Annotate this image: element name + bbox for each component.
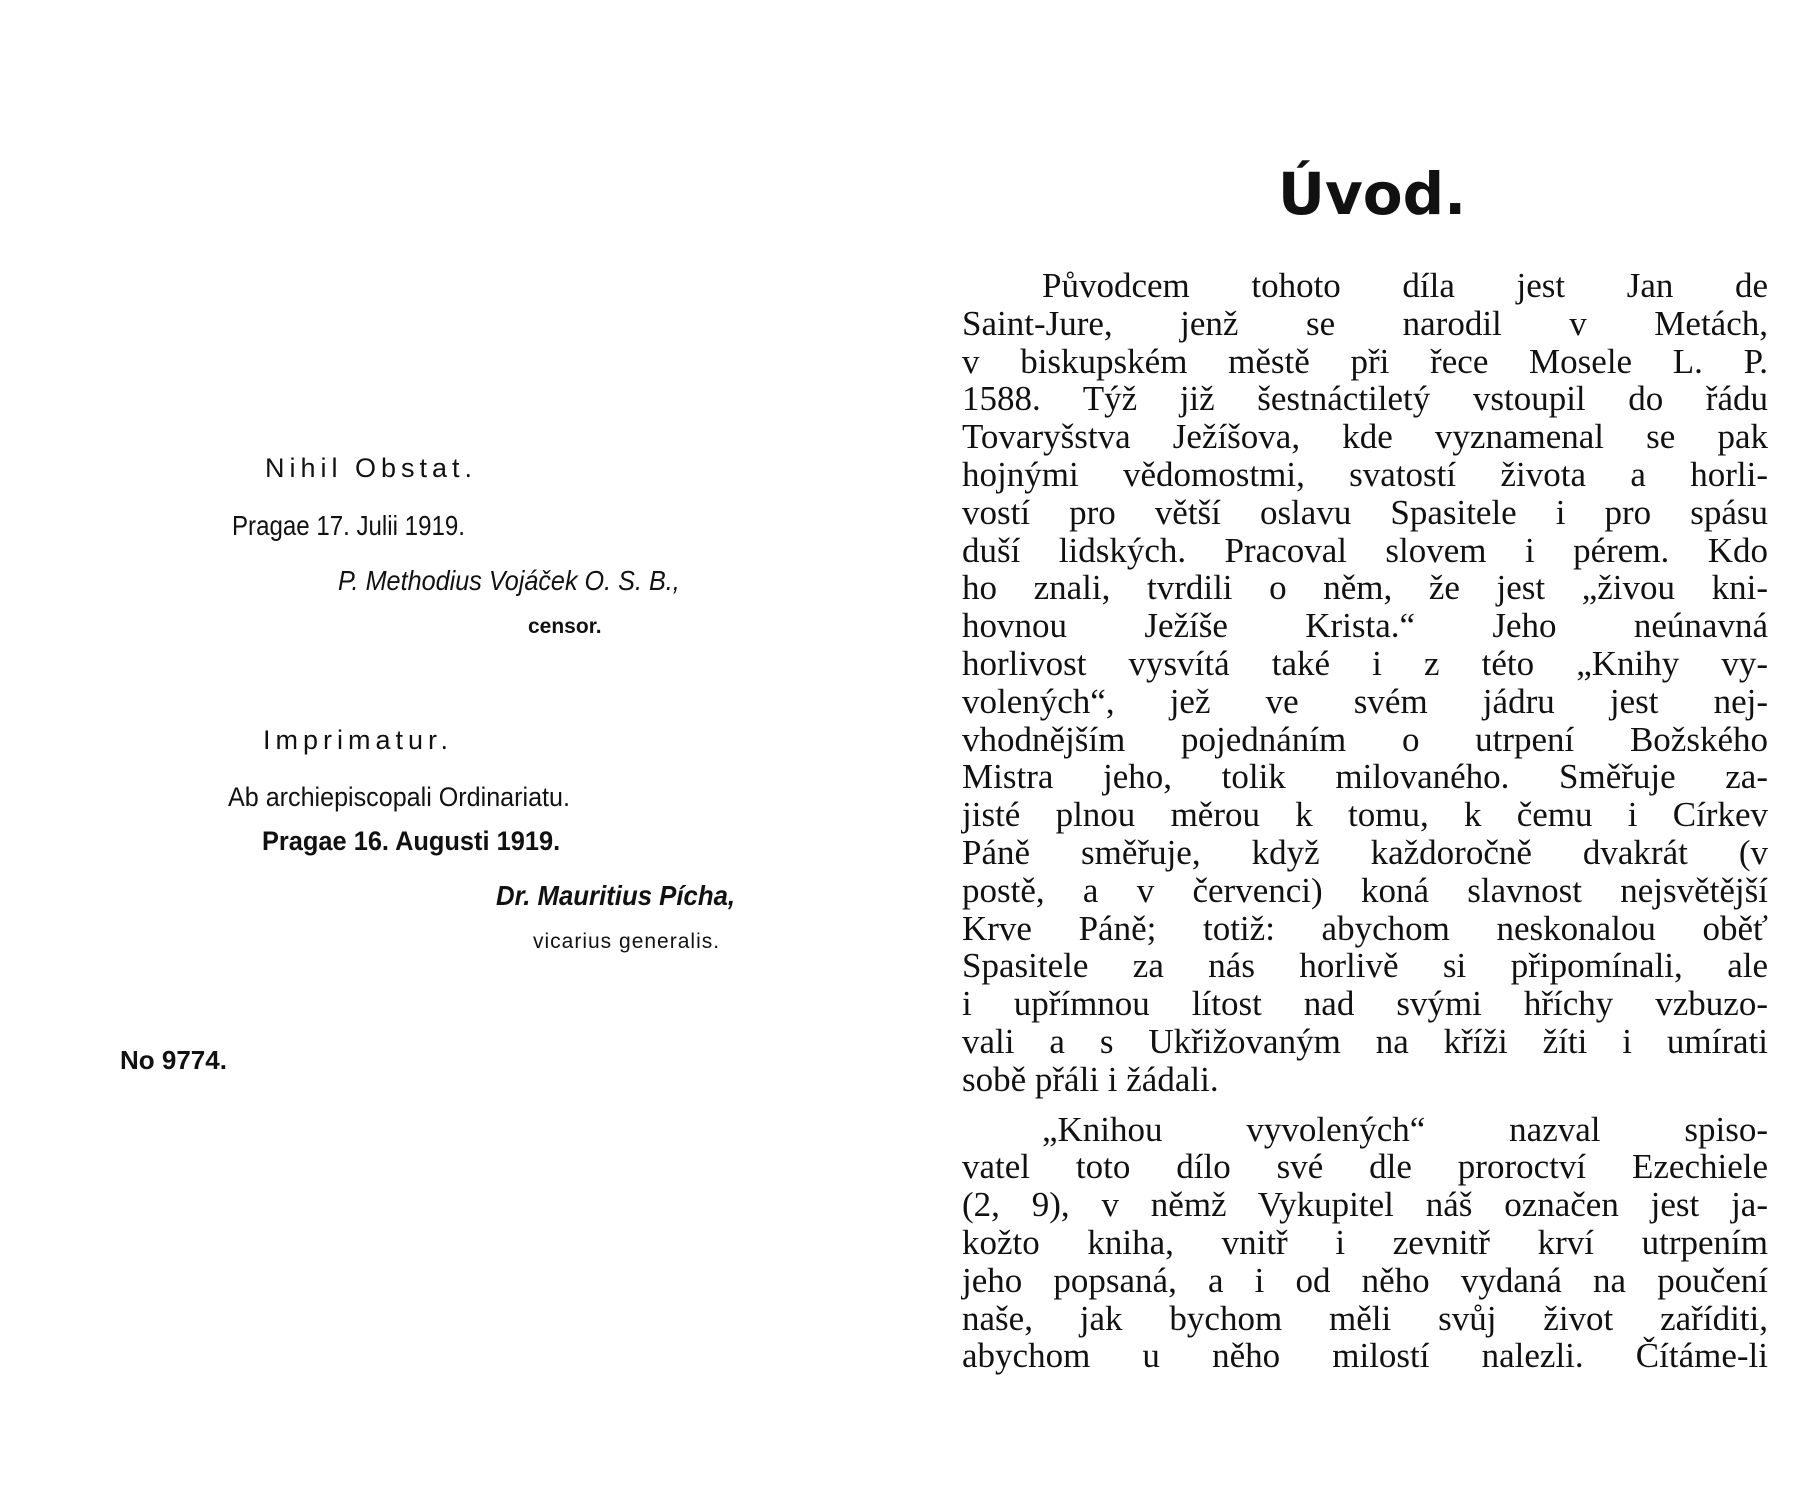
text-line: volených“, jež ve svém jádru jest nej-	[962, 681, 1768, 721]
text-line: Krve Páně; totiž: abychom neskonalou oběť	[962, 908, 1768, 948]
text-line: duší lidských. Pracoval slovem i pérem. Kdo	[962, 530, 1768, 570]
paragraph-2	[962, 1111, 1768, 1376]
nihil-obstat-heading: Nihil Obstat.	[265, 453, 478, 483]
vicar-name: Dr. Mauritius Pícha,	[496, 880, 736, 911]
ordinariate-line: Ab archiepiscopali Ordinariatu.	[228, 782, 570, 812]
text-line: Saint-Jure, jenž se narodil v Metách,	[962, 303, 1768, 343]
vicar-title: vicarius generalis.	[533, 930, 721, 953]
text-line: ho znali, tvrdili o něm, že jest „živou kni-	[962, 568, 1768, 608]
text-line: jeho popsaná, a i od něho vydaná na poučení	[962, 1260, 1768, 1300]
text-line: vali a s Ukřižovaným na kříži žíti i umírati	[962, 1021, 1768, 1061]
text-line: sobě přáli i žádali.	[962, 1059, 1219, 1099]
text-line: (2, 9), v němž Vykupitel náš označen jest ja-	[962, 1185, 1768, 1225]
text-line: postě, a v červenci) koná slavnost nejsvětější	[962, 870, 1768, 910]
censor-name: P. Methodius Vojáček O. S. B.,	[338, 565, 680, 596]
text-line: Mistra jeho, tolik milovaného. Směřuje za-	[962, 757, 1768, 797]
left-page	[0, 0, 900, 1500]
text-line: „Knihou vyvolených“ nazval spiso-	[1042, 1109, 1768, 1149]
text-line: hojnými vědomostmi, svatostí života a horli-	[962, 454, 1768, 494]
text-line: v biskupském městě při řece Mosele L. P.	[962, 341, 1768, 381]
censor-date: Pragae 17. Julii 1919.	[232, 510, 465, 541]
text-line: i upřímnou lítost nad svými hříchy vzbuzo-	[962, 984, 1768, 1024]
text-line: abychom u něho milostí nalezli. Čítáme-li	[962, 1336, 1768, 1376]
text-line: hovnou Ježíše Krista.“ Jeho neúnavná	[962, 606, 1768, 646]
text-line: vatel toto dílo své dle proroctví Ezechiele	[962, 1147, 1768, 1187]
text-line: horlivost vysvítá také i z této „Knihy vy-	[962, 643, 1768, 683]
text-line: Původcem tohoto díla jest Jan de	[1042, 266, 1768, 305]
censor-title: censor.	[528, 615, 602, 638]
document-number: No 9774.	[120, 1045, 227, 1075]
text-line: jisté plnou měrou k tomu, k čemu i Církev	[962, 795, 1768, 835]
text-line: Tovaryšstva Ježíšova, kde vyznamenal se pak	[962, 417, 1768, 457]
text-line: vostí pro větší oslavu Spasitele i pro spásu	[962, 492, 1768, 532]
text-line: Páně směřuje, když každoročně dvakrát (v	[962, 832, 1768, 872]
chapter-title: Úvod.	[1277, 160, 1467, 228]
imprimatur-heading: Imprimatur.	[263, 725, 454, 755]
text-line: naše, jak bychom měli svůj život zaříditi,	[962, 1298, 1768, 1338]
text-line: 1588. Týž již šestnáctiletý vstoupil do řádu	[962, 379, 1768, 419]
right-page	[900, 0, 1802, 1500]
imprimatur-date: Pragae 16. Augusti 1919.	[262, 826, 561, 856]
paragraph-gap	[962, 1099, 1768, 1111]
text-line: Spasitele za nás horlivě si připomínali, ale	[962, 946, 1768, 986]
text-line: kožto kniha, vnitř i zevnitř krví utrpením	[962, 1222, 1768, 1262]
body-text	[962, 267, 1768, 1375]
text-line: vhodnějším pojednáním o utrpení Božského	[962, 719, 1768, 759]
paragraph-1	[962, 267, 1768, 1099]
